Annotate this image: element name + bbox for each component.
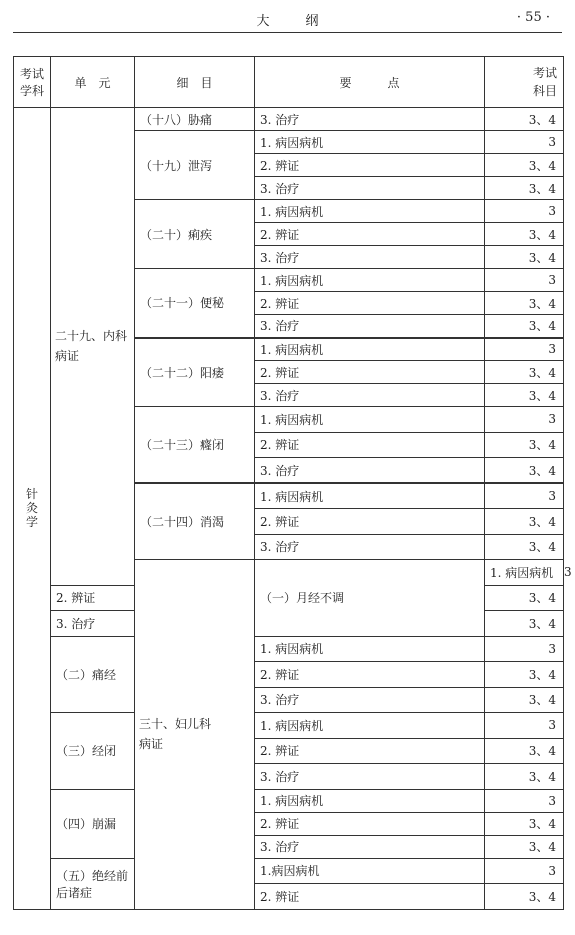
header-unit: 单 元: [51, 57, 135, 108]
page-number: · 55 ·: [516, 10, 550, 25]
point-cell: 1. 病因病机: [255, 789, 485, 812]
point-cell: 3. 治疗: [255, 177, 485, 200]
score-cell: 3: [485, 338, 564, 361]
header-point: 要 点: [255, 57, 485, 108]
page-header: [13, 0, 562, 33]
point-cell: 2. 辨证: [255, 662, 485, 688]
score-cell: 3、4: [485, 585, 564, 611]
score-cell: 3、4: [485, 315, 564, 338]
title-char-1: 大: [256, 14, 270, 29]
point-cell: 2. 辨证: [255, 884, 485, 910]
point-cell: 1. 病因病机: [485, 560, 564, 586]
table-row: [14, 858, 564, 884]
point-cell: 2. 辨证: [255, 361, 485, 384]
point-cell: 2. 辨证: [255, 738, 485, 764]
point-cell: 2. 辨证: [255, 292, 485, 315]
score-cell: 3、4: [485, 384, 564, 407]
item-cell: （二十一）便秘: [135, 269, 255, 338]
score-cell: 3、4: [485, 108, 564, 131]
score-cell: 3、4: [485, 884, 564, 910]
item-cell: （十九）泄泻: [135, 131, 255, 200]
point-cell: 1. 病因病机: [255, 713, 485, 739]
table-row: [14, 789, 564, 812]
subject-cell: 针 灸 学: [14, 108, 51, 910]
score-cell: 3、4: [485, 534, 564, 560]
score-cell: 3、4: [485, 687, 564, 713]
point-cell: 2. 辨证: [255, 509, 485, 535]
item-cell: （二十四）消渴: [135, 483, 255, 560]
point-cell: 1. 病因病机: [255, 338, 485, 361]
point-cell: 2. 辨证: [255, 154, 485, 177]
point-cell: 2. 辨证: [51, 585, 135, 611]
point-cell: 1. 病因病机: [255, 483, 485, 509]
point-cell: 3. 治疗: [255, 108, 485, 131]
point-cell: 3. 治疗: [255, 764, 485, 790]
point-cell: 1. 病因病机: [255, 131, 485, 154]
point-cell: 2. 辨证: [255, 223, 485, 246]
score-cell: 3: [485, 636, 564, 662]
score-cell: 3、4: [485, 361, 564, 384]
score-cell: 3: [485, 200, 564, 223]
score-cell: 3、4: [485, 764, 564, 790]
item-cell: （四）崩漏: [51, 789, 135, 858]
item-cell: （二）痛经: [51, 636, 135, 713]
point-cell: 1. 病因病机: [255, 269, 485, 292]
table-header-row: [14, 57, 564, 108]
syllabus-table: [13, 56, 572, 910]
point-cell: 3. 治疗: [51, 611, 135, 637]
score-cell: 3、4: [485, 509, 564, 535]
item-cell: （十八）胁痛: [135, 108, 255, 131]
point-cell: 1. 病因病机: [255, 407, 485, 433]
score-cell: 3、4: [485, 835, 564, 858]
point-cell: 1. 病因病机: [255, 636, 485, 662]
point-cell: 3. 治疗: [255, 315, 485, 338]
score-cell: 3: [485, 407, 564, 433]
score-cell: 3: [485, 858, 564, 884]
score-cell: 3、4: [485, 154, 564, 177]
item-cell: （二十）痢疾: [135, 200, 255, 269]
point-cell: 1.病因病机: [255, 858, 485, 884]
point-cell: 3. 治疗: [255, 246, 485, 269]
point-cell: 3. 治疗: [255, 458, 485, 484]
score-cell: 3: [485, 131, 564, 154]
point-cell: 3. 治疗: [255, 835, 485, 858]
item-cell: （一）月经不调: [255, 560, 485, 637]
score-cell: 3: [485, 483, 564, 509]
point-cell: 3. 治疗: [255, 384, 485, 407]
score-cell: 3、4: [485, 432, 564, 458]
table-row: [14, 108, 564, 131]
item-cell: （二十三）癃闭: [135, 407, 255, 484]
point-cell: 3. 治疗: [255, 687, 485, 713]
score-cell: 3: [485, 789, 564, 812]
unit-internal-medicine: 二十九、内科 病证: [51, 108, 135, 586]
title-char-2: 纲: [305, 14, 319, 29]
header-score: 考试 科目: [485, 57, 564, 108]
score-cell: 3: [485, 269, 564, 292]
page-title: [13, 10, 562, 29]
point-cell: 2. 辨证: [255, 812, 485, 835]
table-row: 三十、妇儿科 病证 （一）月经不调 1. 病因病机 3: [14, 560, 564, 586]
table-row: [14, 636, 564, 662]
item-cell: （三）经闭: [51, 713, 135, 790]
score-cell: 3、4: [485, 611, 564, 637]
point-cell: 2. 辨证: [255, 432, 485, 458]
point-cell: 1. 病因病机: [255, 200, 485, 223]
header-subject: 考试 学科: [14, 57, 51, 108]
score-cell: 3、4: [485, 738, 564, 764]
point-cell: 3. 治疗: [255, 534, 485, 560]
table-row: [14, 713, 564, 739]
unit-gyn-pediatric: 三十、妇儿科 病证: [135, 560, 255, 910]
score-cell: 3、4: [485, 246, 564, 269]
score-cell: 3、4: [485, 223, 564, 246]
score-cell: 3、4: [485, 177, 564, 200]
item-cell: （五）绝经前后诸症: [51, 858, 135, 909]
score-cell: 3、4: [485, 458, 564, 484]
score-cell: 3、4: [485, 292, 564, 315]
header-item: 细 目: [135, 57, 255, 108]
score-cell: 3、4: [485, 662, 564, 688]
score-cell: 3: [485, 713, 564, 739]
score-cell: 3、4: [485, 812, 564, 835]
item-cell: （二十二）阳痿: [135, 338, 255, 407]
